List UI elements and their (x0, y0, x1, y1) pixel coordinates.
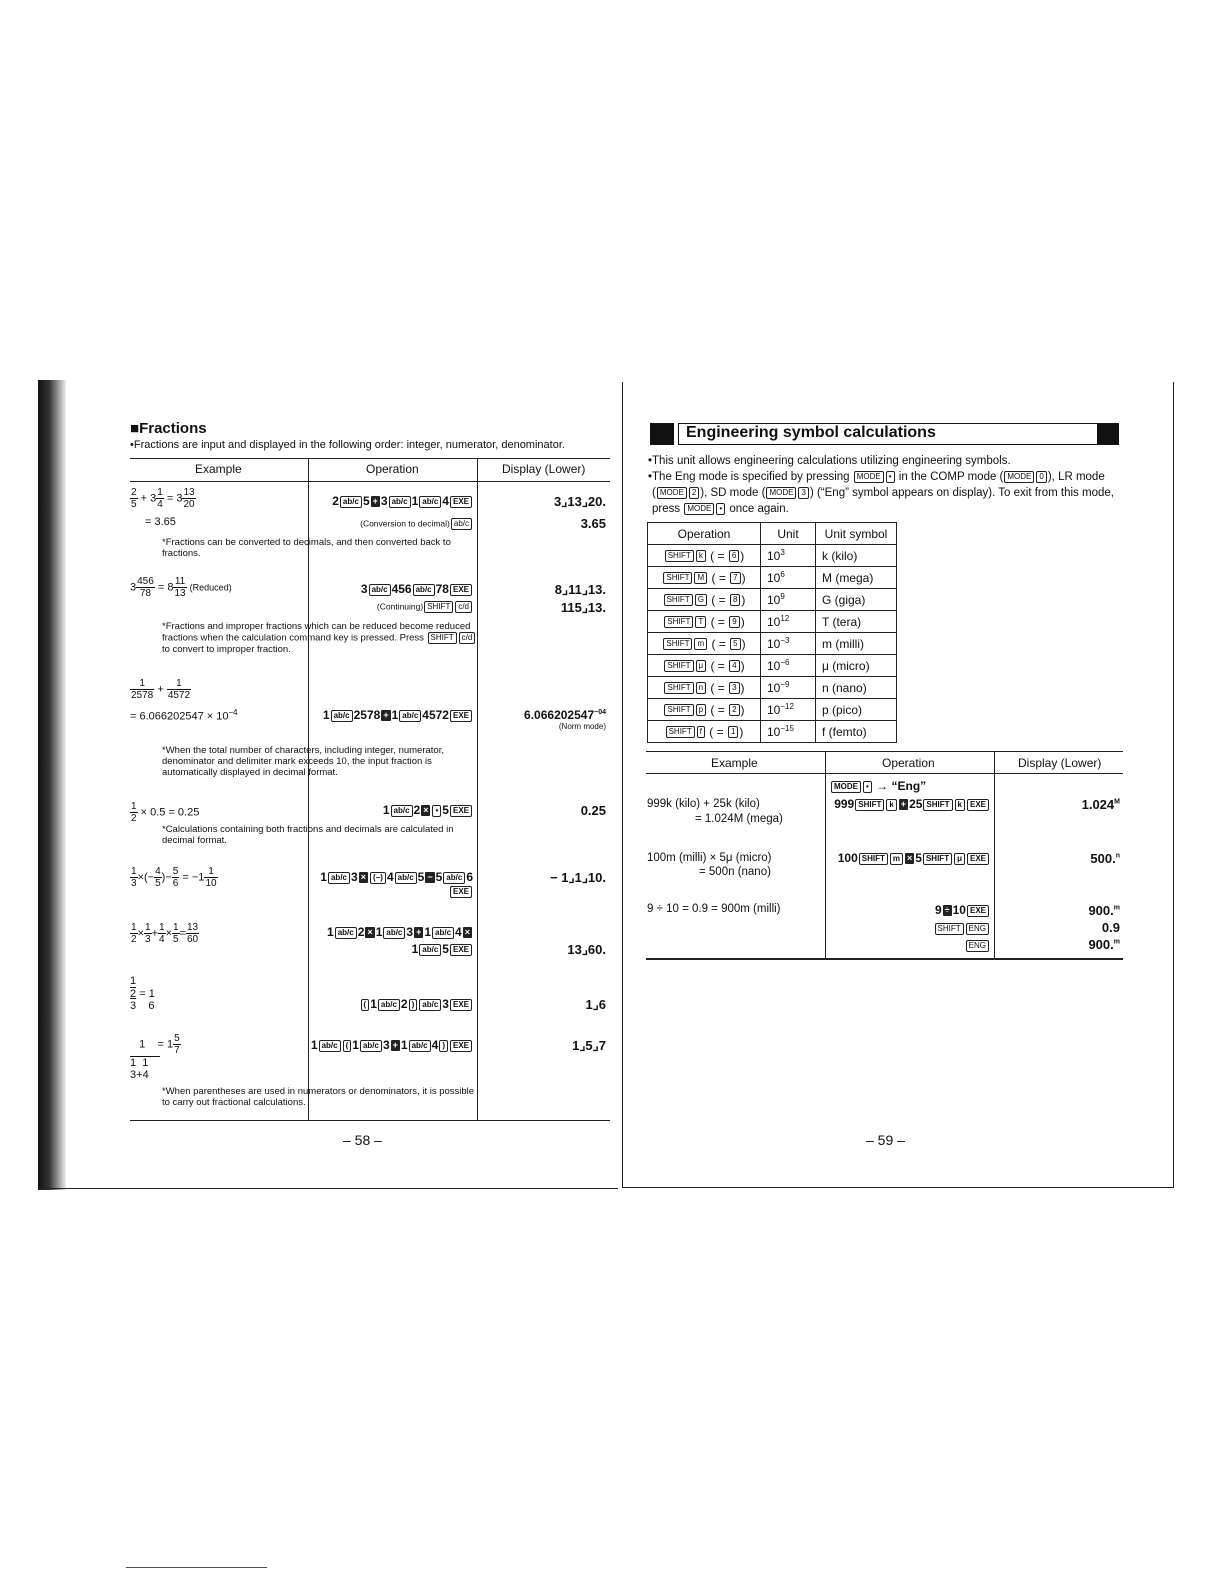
fraction: $\frac{1}{3}$ (145, 922, 151, 945)
ex3-operation-2: SHIFT ENG (826, 921, 990, 935)
row2-operation: 3 ab/c 456 ab/c 78 EXE (310, 582, 473, 596)
table-row: SHIFT f ( = 1 ) $10^{-15}$ f (femto) (648, 721, 897, 743)
row1-note: *Fractions can be converted to decimals, and then converted back to fractions. (162, 537, 451, 559)
header-operation: Operation (366, 462, 419, 476)
ex-header-display: Display (Lower) (1018, 756, 1102, 770)
table-row: SHIFT m ( = 5 ) $10^{-3}$ m (milli) (648, 633, 897, 655)
fraction: $\frac{1}{2}$ (131, 801, 137, 824)
fraction: $\frac{1}{4572}$ (167, 678, 191, 701)
ex-table-top-rule (646, 751, 1123, 752)
table-row: SHIFT T ( = 9 ) $10^{12}$ T (tera) (648, 611, 897, 633)
title-block-right (1097, 423, 1119, 445)
row1-example-result: = 3.65 (145, 516, 176, 528)
table-row: SHIFT M ( = 7 ) $10^6$ M (mega) (648, 567, 897, 589)
ex3-example: 9 ÷ 10 = 0.9 = 900m (milli) (647, 903, 781, 915)
row7-example: 1 2 = 1 3 6 (130, 975, 155, 1012)
row8-note: *When parentheses are used in numerators or denominators, it is possible to carry out fractional calculations. (162, 1086, 475, 1108)
row1-display-1: 3⌟13⌟20. (554, 494, 606, 509)
table-bottom-rule (130, 1120, 610, 1121)
table-row: SHIFT μ ( = 4 ) $10^{-6}$ μ (micro) (648, 655, 897, 677)
ex1-display: $1.024^M$ (1081, 797, 1120, 812)
ex3-display-3: 900.$^m$ (1088, 937, 1120, 952)
right-page-number: – 59 – (866, 1132, 905, 1148)
table-header-rule (130, 481, 610, 482)
row3-display: $6.066202547^{-04}$ (524, 708, 606, 722)
row2-example: 3 $\frac{456}{78}$ = 8 $\frac{11}{13}$ (Reduced) (130, 576, 232, 599)
row5-example: $\frac{1}{3}$ ×(− $\frac{4}{5}$ )− $\frac{5}{6}$ = −1 $\frac{1}{10}$ (131, 866, 217, 889)
table-row: SHIFT p ( = 2 ) $10^{-12}$ p (pico) (648, 699, 897, 721)
fraction: $\frac{1}{10}$ (205, 866, 217, 889)
row3-note: *When the total number of characters, including integer, numerator, denominator and delimiter mark exceeds 10, the input fraction is automatically displayed in decimal format. (162, 745, 444, 778)
right-intro-3: ( MODE 2 ), SD mode ( MODE 3 ) (“Eng” symbol appears on display). To exit from this mode, (652, 487, 1114, 500)
ex2-operation: 100 SHIFT m × 5 SHIFT μ EXE (826, 851, 990, 865)
fraction: $\frac{1}{4}$ (159, 922, 165, 945)
row6-operation-1: 1 ab/c 2 × 1 ab/c 3 + 1 ab/c 4 × (327, 925, 470, 939)
left-page-number: – 58 – (343, 1132, 382, 1148)
gutter-line (622, 382, 623, 1187)
fraction: $\frac{1}{2}$ (131, 922, 137, 945)
ex3-operation-1: 9 ÷ 10 EXE (826, 903, 990, 917)
right-page-edge (1173, 382, 1174, 1187)
row4-operation: 1 ab/c 2 × • 5 EXE (310, 803, 473, 817)
right-intro-2: •The Eng mode is specified by pressing MODE • in the COMP mode ( MODE 0 ), LR mode (648, 471, 1105, 484)
table-row: SHIFT G ( = 8 ) $10^9$ G (giga) (648, 589, 897, 611)
ex-table-col-rule-2 (994, 751, 995, 959)
table-row: SHIFT n ( = 3 ) $10^{-9}$ n (nano) (648, 677, 897, 699)
unit-table-header: Operation Unit Unit symbol (648, 523, 897, 545)
fraction: $\frac{13}{60}$ (187, 922, 199, 945)
row8-display: 1⌟5⌟7 (572, 1038, 606, 1053)
right-page-bottom-edge (622, 1187, 1174, 1188)
row3-display-mode: (Norm mode) (558, 722, 606, 731)
row4-display: 0.25 (580, 803, 606, 818)
fraction: $\frac{11}{13}$ (174, 576, 186, 599)
row2-display-2: 115⌟13. (560, 600, 606, 615)
ex2-example: 100m (milli) × 5μ (micro) = 500n (nano) (647, 852, 772, 878)
row1-op-note: (Conversion to decimal) ab/c (310, 518, 473, 530)
left-page-bottom-edge (38, 1188, 618, 1189)
row6-operation-2: 1 ab/c 5 EXE (310, 942, 473, 956)
ex3-display-2: 0.9 (1101, 920, 1120, 935)
row8-example: 1 = 1 $\frac{5}{7}$ 1 1 3+4 (130, 1033, 180, 1081)
row1-display-2: 3.65 (580, 516, 606, 531)
ex1-example: 999k (kilo) + 25k (kilo) = 1.024M (mega) (647, 798, 783, 825)
row5-operation: 1 ab/c 3 × (−) 4 ab/c 5 − 5 ab/c 6EXE (320, 870, 473, 896)
row2-note: *Fractions and improper fractions which can be reduced become reduced fractions when the calculation command key is pressed. Press SHIFT c/d to convert to improper fraction. (162, 621, 477, 655)
fraction: $\frac{456}{78}$ (137, 576, 154, 599)
header-example: Example (195, 462, 242, 476)
row3-example: $\frac{1}{2578}$ + $\frac{1}{4572}$ (131, 678, 191, 701)
right-intro-4: press MODE • once again. (652, 503, 789, 516)
ex-header-operation: Operation (882, 756, 935, 770)
row3-operation: 1 ab/c 2578 + 1 ab/c 4572 EXE (310, 708, 473, 722)
left-section-title: ■Fractions (130, 420, 207, 437)
fraction: $\frac{1}{2578}$ (131, 678, 154, 701)
ex2-display: 500.$^n$ (1090, 851, 1120, 866)
section-bullet-icon: ■ (130, 420, 140, 437)
fraction: $\frac{5}{7}$ (174, 1033, 180, 1056)
left-page-binding-shadow (38, 380, 66, 1190)
header-display: Display (Lower) (502, 462, 586, 476)
right-intro-1: •This unit allows engineering calculations utilizing engineering symbols. (648, 455, 1011, 467)
row4-note: *Calculations containing both fractions and decimals are calculated in decimal format. (162, 824, 454, 846)
left-intro: •Fractions are input and displayed in the following order: integer, numerator, denominator. (130, 439, 565, 451)
row2-op-note: (Continuing) SHIFT c/d (310, 601, 473, 613)
row1-operation: 2 ab/c 5 + 3 ab/c 1 ab/c 4 EXE (310, 494, 473, 508)
row2-display-1: 8⌟11⌟13. (554, 582, 606, 597)
row4-example: $\frac{1}{2}$ × 0.5 = 0.25 (131, 801, 200, 824)
row7-operation: ( 1 ab/c 2 ) ab/c 3 EXE (310, 997, 473, 1011)
footer-link-rule (126, 1567, 267, 1568)
ex1-operation: 999 SHIFT k + 25 SHIFT k EXE (826, 797, 990, 811)
row5-display: − 1⌟1⌟10. (550, 870, 606, 885)
unit-table (647, 522, 897, 743)
right-section-title: Engineering symbol calculations (686, 424, 936, 441)
row8-operation: 1 ab/c ( 1 ab/c 3 + 1 ab/c 4 ) EXE (310, 1038, 473, 1052)
fraction: $\frac{4}{5}$ (155, 866, 161, 889)
fraction: $\frac{1}{4}$ (157, 487, 163, 510)
row6-example: $\frac{1}{2}$ × $\frac{1}{3}$ + $\frac{1}{4}$ × $\frac{1}{5}$ = $\frac{13}{60}$ (131, 922, 199, 945)
row6-display: 13⌟60. (567, 942, 606, 957)
eng-mode-operation: MODE • → “Eng” (830, 779, 926, 793)
ex-header-example: Example (711, 756, 758, 770)
ex-table-bottom-rule (646, 958, 1123, 960)
fraction: $\frac{13}{20}$ (183, 487, 195, 510)
fraction: $\frac{2}{5}$ (131, 487, 137, 510)
ex3-operation-3: ENG (826, 938, 990, 952)
fraction: $\frac{1}{3}$ (131, 866, 137, 889)
table-col-rule-2 (477, 458, 478, 1120)
table-top-rule (130, 458, 610, 459)
fraction: $\frac{1}{5}$ (173, 922, 179, 945)
row1-example: $\frac{2}{5}$ + 3 $\frac{1}{4}$ = 3 $\frac{13}{20}$ (131, 487, 195, 510)
ex-table-header-rule (646, 773, 1123, 774)
row3-example-result: = $6.066202547 \times 10^{-4}$ (130, 708, 238, 723)
table-row: SHIFT k ( = 6 ) $10^3$ k (kilo) (648, 545, 897, 567)
fraction: $\frac{5}{6}$ (172, 866, 179, 889)
title-block-left (650, 423, 674, 445)
ex3-display-1: 900.$^m$ (1088, 903, 1120, 918)
row7-display: 1⌟6 (585, 997, 606, 1012)
